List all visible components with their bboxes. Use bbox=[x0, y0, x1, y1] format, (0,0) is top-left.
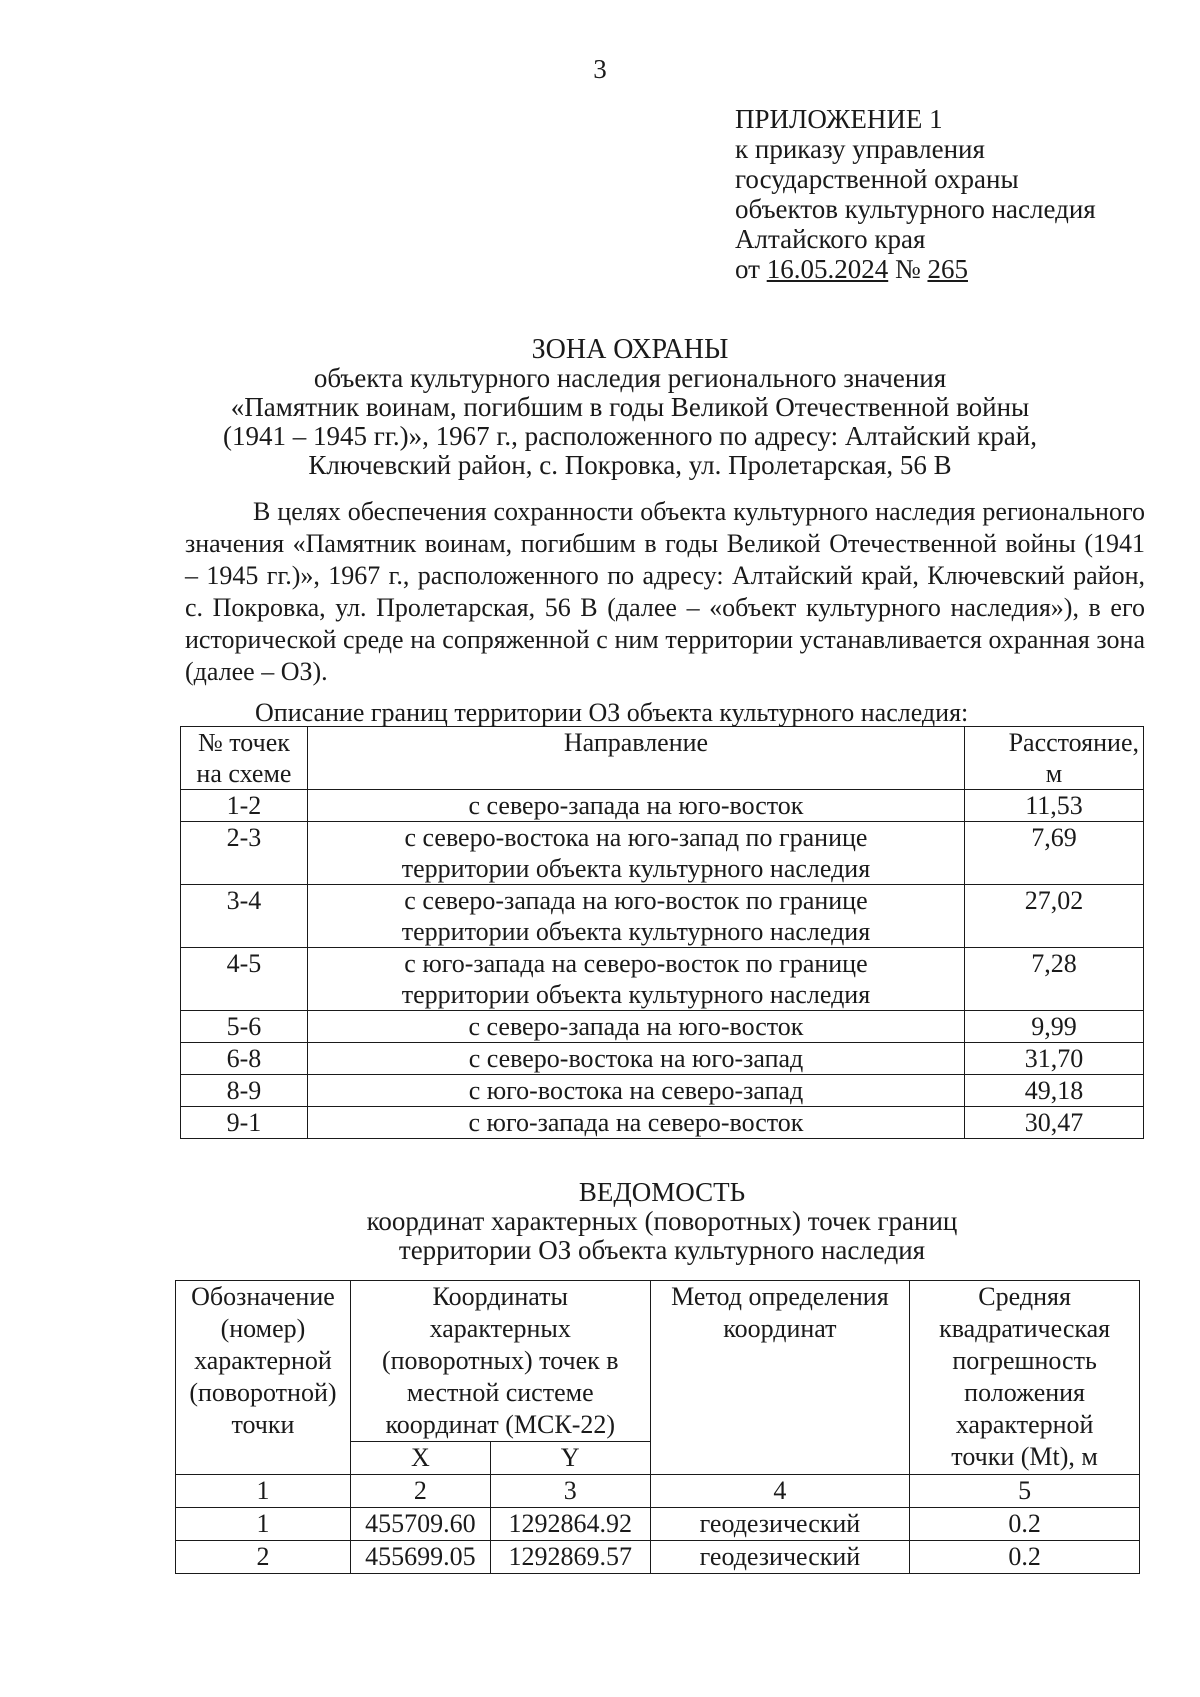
header-method bbox=[650, 1281, 910, 1475]
column-number: 1 bbox=[176, 1475, 351, 1508]
header-text: Координаты bbox=[432, 1282, 568, 1311]
direction-line: с северо-запада на юго-восток по границе bbox=[404, 886, 868, 915]
cell-distance: 27,02 bbox=[965, 885, 1144, 948]
statement-line: территории ОЗ объекта культурного наследия bbox=[398, 1235, 926, 1265]
header-points bbox=[181, 727, 308, 790]
cell-distance: 11,53 bbox=[965, 790, 1144, 822]
column-number: 4 bbox=[650, 1475, 910, 1508]
table-header-row bbox=[176, 1281, 1140, 1442]
cell-error: 0.2 bbox=[910, 1541, 1140, 1574]
appendix-number-sign: № bbox=[894, 254, 921, 284]
header-distance bbox=[965, 727, 1144, 790]
page-number: 3 bbox=[593, 54, 607, 84]
table-row bbox=[181, 790, 1144, 822]
cell-distance: 31,70 bbox=[965, 1043, 1144, 1075]
table-row bbox=[176, 1508, 1140, 1541]
cell-distance: 7,28 bbox=[965, 948, 1144, 1011]
cell-direction bbox=[307, 885, 964, 948]
header-point-designation bbox=[176, 1281, 351, 1475]
table-caption: Описание границ территории ОЗ объекта культурного наследия: bbox=[255, 698, 969, 727]
table-row bbox=[181, 1107, 1144, 1139]
body-paragraph: В целях обеспечения сохранности объекта культурного наследия регионального значения «Памятник воинам, погибшим в годы Великой Отечественной войны (1941 – 1945 гг.)», 1967 г., расположенного по адресу: Алтайский край, Ключевский район, с. Покровка, ул. Пролетарская, 56 В (далее – «объект культурного наследия»), в его исторической среде на сопряженной с ним территории устанавливается охранная зона (далее – ОЗ). bbox=[185, 497, 1145, 686]
appendix-date-line bbox=[735, 254, 1175, 284]
header-text: погрешность bbox=[952, 1346, 1097, 1375]
title-line: Ключевский район, с. Покровка, ул. Пролетарская, 56 В bbox=[308, 450, 952, 480]
direction-line: территории объекта культурного наследия bbox=[401, 854, 871, 883]
header-text: на схеме bbox=[196, 759, 292, 788]
appendix-line: государственной охраны bbox=[735, 164, 1019, 194]
cell-points: 9-1 bbox=[181, 1107, 308, 1139]
header-direction bbox=[307, 727, 964, 790]
header-text: характерной bbox=[955, 1410, 1094, 1439]
cell-direction: с северо-запада на юго-восток bbox=[307, 790, 964, 822]
statement-line: координат характерных (поворотных) точек границ bbox=[366, 1206, 958, 1236]
header-text: Метод определения bbox=[671, 1282, 889, 1311]
cell-points: 5-6 bbox=[181, 1011, 308, 1043]
appendix-line: объектов культурного наследия bbox=[735, 194, 1096, 224]
cell-x: 455709.60 bbox=[350, 1508, 490, 1541]
table-row bbox=[181, 1011, 1144, 1043]
appendix-number: 265 bbox=[927, 254, 968, 284]
header-text: м bbox=[1045, 759, 1063, 788]
cell-distance: 9,99 bbox=[965, 1011, 1144, 1043]
header-text: квадратическая bbox=[939, 1314, 1111, 1343]
header-text: (поворотной) bbox=[189, 1378, 337, 1407]
cell-points: 4-5 bbox=[181, 948, 308, 1011]
direction-line: территории объекта культурного наследия bbox=[401, 980, 871, 1009]
cell-direction bbox=[307, 948, 964, 1011]
title-line: «Памятник воинам, погибшим в годы Великой Отечественной войны bbox=[230, 392, 1030, 422]
table-row bbox=[181, 1043, 1144, 1075]
cell-point: 1 bbox=[176, 1508, 351, 1541]
header-text: координат bbox=[723, 1314, 837, 1343]
header-text: характерной bbox=[194, 1346, 332, 1375]
cell-method: геодезический bbox=[650, 1508, 910, 1541]
cell-y: 1292864.92 bbox=[490, 1508, 650, 1541]
cell-error: 0.2 bbox=[910, 1508, 1140, 1541]
appendix-line: к приказу управления bbox=[735, 134, 985, 164]
cell-distance: 7,69 bbox=[965, 822, 1144, 885]
header-text: Средняя bbox=[978, 1282, 1071, 1311]
cell-point: 2 bbox=[176, 1541, 351, 1574]
cell-points: 8-9 bbox=[181, 1075, 308, 1107]
cell-direction: с юго-запада на северо-восток bbox=[307, 1107, 964, 1139]
direction-line: территории объекта культурного наследия bbox=[401, 917, 871, 946]
header-text: точки (Mt), м bbox=[951, 1442, 1098, 1471]
header-text: № точек bbox=[197, 728, 290, 757]
statement-title: ВЕДОМОСТЬ bbox=[578, 1177, 746, 1207]
title-main: ЗОНА ОХРАНЫ bbox=[531, 334, 729, 365]
header-text: точки bbox=[231, 1410, 295, 1439]
title-line: (1941 – 1945 гг.)», 1967 г., расположенного по адресу: Алтайский край, bbox=[223, 421, 1037, 451]
header-text: координат (МСК-22) bbox=[385, 1410, 616, 1439]
coordinates-table bbox=[175, 1280, 1140, 1574]
cell-points: 1-2 bbox=[181, 790, 308, 822]
table-row bbox=[181, 822, 1144, 885]
appendix-date: 16.05.2024 bbox=[766, 254, 889, 284]
appendix-block bbox=[735, 104, 1175, 284]
cell-method: геодезический bbox=[650, 1541, 910, 1574]
header-text: характерных bbox=[429, 1314, 571, 1343]
direction-line: с северо-востока на юго-запад по границе bbox=[404, 823, 868, 852]
cell-direction: с северо-востока на юго-запад bbox=[307, 1043, 964, 1075]
header-y: Y bbox=[490, 1442, 650, 1475]
column-number: 2 bbox=[350, 1475, 490, 1508]
table-row bbox=[181, 1075, 1144, 1107]
column-number-row bbox=[176, 1475, 1140, 1508]
cell-distance: 30,47 bbox=[965, 1107, 1144, 1139]
statement-title-block bbox=[180, 1178, 1144, 1265]
cell-points: 2-3 bbox=[181, 822, 308, 885]
title-line: объекта культурного наследия регионального значения bbox=[313, 363, 947, 393]
header-coordinates bbox=[350, 1281, 650, 1442]
direction-line: с юго-запада на северо-восток по границе bbox=[404, 949, 868, 978]
header-text: (поворотных) точек в bbox=[381, 1346, 619, 1375]
header-x: X bbox=[350, 1442, 490, 1475]
cell-points: 6-8 bbox=[181, 1043, 308, 1075]
document-title bbox=[190, 335, 1070, 480]
appendix-line: Алтайского края bbox=[735, 224, 926, 254]
table-header-row bbox=[181, 727, 1144, 790]
cell-distance: 49,18 bbox=[965, 1075, 1144, 1107]
header-text: положения bbox=[964, 1378, 1086, 1407]
header-text: Обозначение bbox=[191, 1282, 335, 1311]
table-row bbox=[181, 948, 1144, 1011]
table-row bbox=[176, 1541, 1140, 1574]
cell-x: 455699.05 bbox=[350, 1541, 490, 1574]
cell-direction: с юго-востока на северо-запад bbox=[307, 1075, 964, 1107]
column-number: 5 bbox=[910, 1475, 1140, 1508]
cell-y: 1292869.57 bbox=[490, 1541, 650, 1574]
header-text: Расстояние, bbox=[1008, 728, 1139, 757]
appendix-title: ПРИЛОЖЕНИЕ 1 bbox=[735, 104, 943, 134]
header-error bbox=[910, 1281, 1140, 1475]
cell-direction bbox=[307, 822, 964, 885]
table-row bbox=[181, 885, 1144, 948]
header-text: (номер) bbox=[220, 1314, 306, 1343]
body-paragraph-block bbox=[185, 496, 1145, 688]
cell-direction: с северо-запада на юго-восток bbox=[307, 1011, 964, 1043]
header-text: местной системе bbox=[406, 1378, 594, 1407]
header-spacer bbox=[308, 758, 964, 789]
header-text: Направление bbox=[563, 728, 709, 757]
appendix-from: от bbox=[735, 254, 760, 284]
borders-table bbox=[180, 726, 1144, 1139]
cell-points: 3-4 bbox=[181, 885, 308, 948]
column-number: 3 bbox=[490, 1475, 650, 1508]
